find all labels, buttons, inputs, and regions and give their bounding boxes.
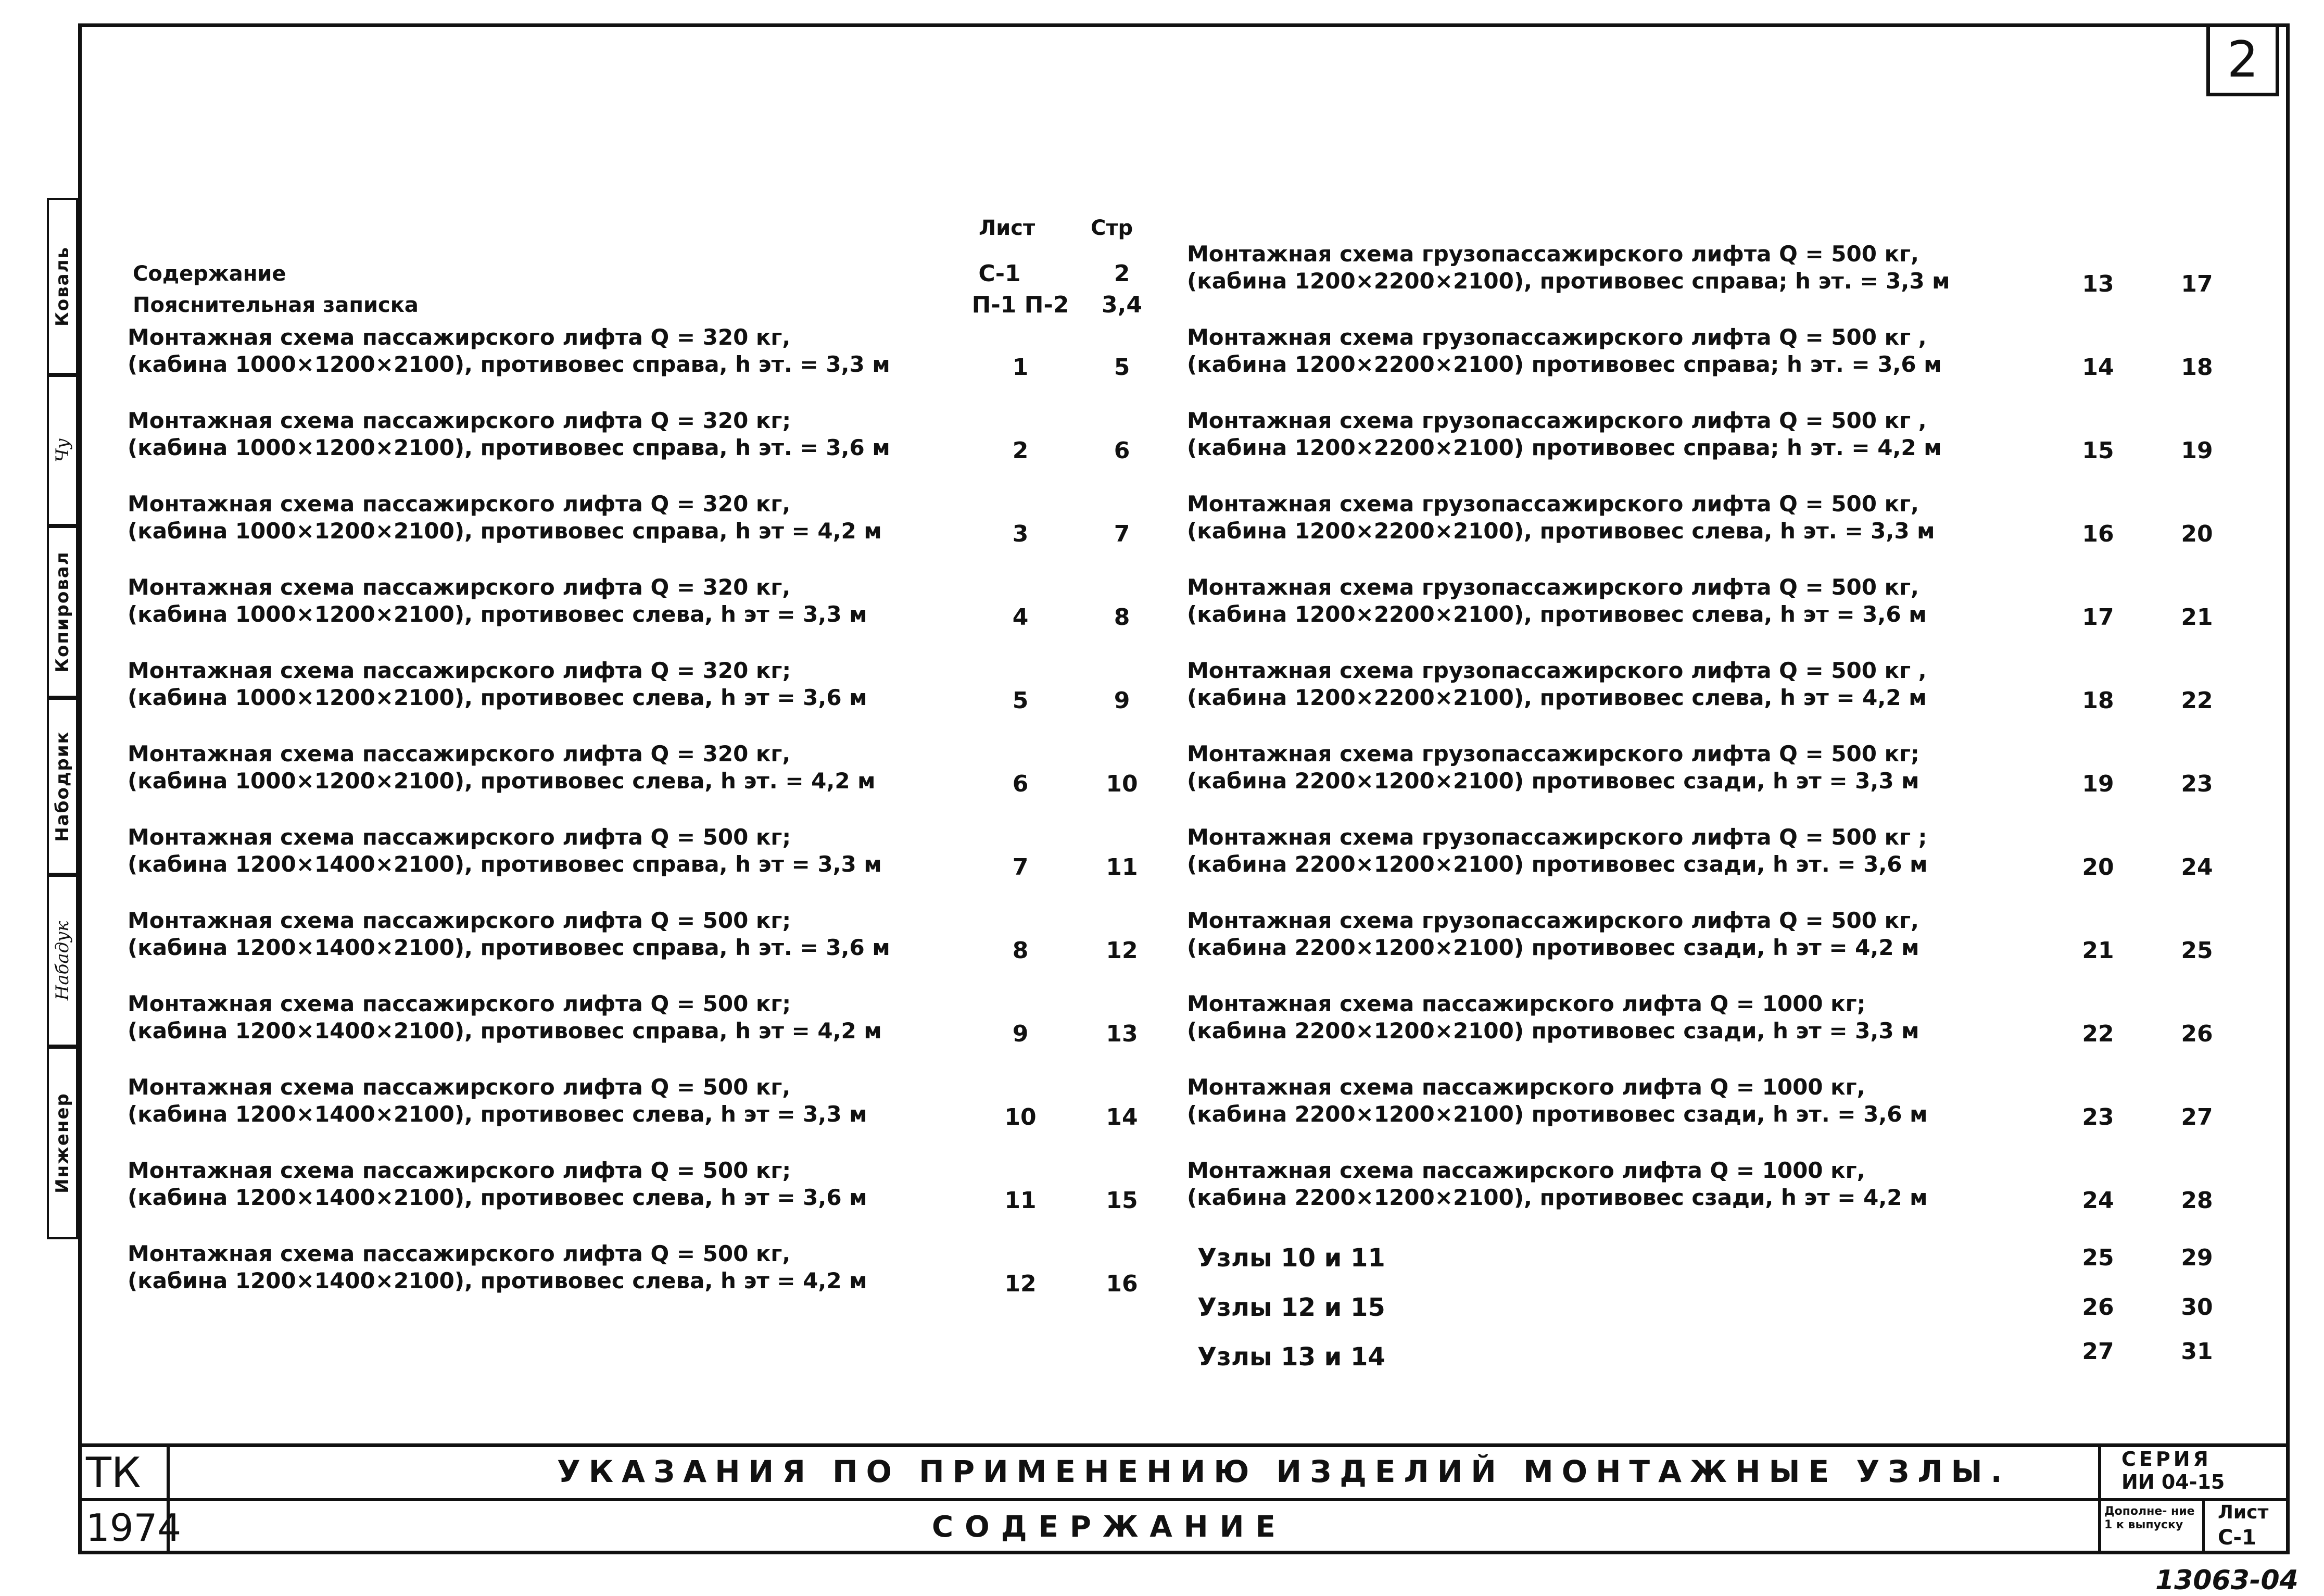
org-code: ТК bbox=[86, 1449, 141, 1497]
entry-page: 23 bbox=[2181, 771, 2213, 797]
entry-list: 27 bbox=[2082, 1338, 2114, 1365]
entry-page: 25 bbox=[2181, 937, 2213, 964]
signature: Набадук bbox=[52, 921, 73, 1001]
stamp-role: Набодрик bbox=[52, 731, 73, 842]
list-item: Монтажная схема пассажирского лифта Q = 500 кг; (кабина 1200×1400×2100), противовес справа, h эт = 4,2 м bbox=[128, 991, 882, 1044]
list-item: Монтажная схема пассажирского лифта Q = 320 кг; (кабина 1000×1200×2100), противовес слева, h эт = 3,6 м bbox=[128, 658, 867, 710]
entry-page: 22 bbox=[2181, 687, 2213, 714]
left-stamp-strip bbox=[47, 198, 78, 1239]
entry-page: 20 bbox=[2181, 521, 2213, 547]
entry-page: 30 bbox=[2181, 1294, 2213, 1321]
entry-list: 25 bbox=[2082, 1245, 2114, 1271]
entry-list: 2 bbox=[1012, 437, 1029, 464]
entry-page: 31 bbox=[2181, 1338, 2213, 1365]
list-item: Монтажная схема грузопассажирского лифта Q = 500 кг; (кабина 2200×1200×2100) противовес сзади, h эт = 3,3 м bbox=[1187, 741, 1919, 794]
entry-list: 21 bbox=[2082, 937, 2114, 964]
entry-page: 26 bbox=[2181, 1021, 2213, 1047]
stamp-cell-copier bbox=[47, 526, 78, 698]
title-block-divider-right bbox=[2098, 1443, 2101, 1554]
list-item: Монтажная схема пассажирского лифта Q = 1000 кг, (кабина 2200×1200×2100), противовес сзади, h эт = 4,2 м bbox=[1187, 1158, 1928, 1210]
entry-list: 24 bbox=[2082, 1187, 2114, 1214]
list-item: Монтажная схема пассажирского лифта Q = 320 кг, (кабина 1000×1200×2100), противовес слева, h эт. = 4,2 м bbox=[128, 741, 876, 794]
stamp-cell-sign-3 bbox=[47, 375, 78, 526]
list-item: Монтажная схема пассажирского лифта Q = 500 кг, (кабина 1200×1400×2100), противовес слева, h эт = 4,2 м bbox=[128, 1241, 867, 1293]
entry-page: 17 bbox=[2181, 271, 2213, 297]
list-item: Монтажная схема грузопассажирского лифта Q = 500 кг , (кабина 1200×2200×2100), противовес слева, h эт = 4,2 м bbox=[1187, 658, 1927, 710]
list-item: Монтажная схема грузопассажирского лифта Q = 500 кг ; (кабина 2200×1200×2100) противовес сзади, h эт. = 3,6 м bbox=[1187, 824, 1928, 877]
entry-list: 18 bbox=[2082, 687, 2114, 714]
title-block-top-line bbox=[78, 1443, 2290, 1447]
nodes-item: Узлы 13 и 14 bbox=[1197, 1342, 1385, 1372]
list-item: Монтажная схема пассажирского лифта Q = 500 кг, (кабина 1200×1400×2100), противовес слева, h эт = 3,3 м bbox=[128, 1074, 867, 1127]
header-page: Стр bbox=[1091, 216, 1133, 240]
series-label: СЕРИЯ bbox=[2121, 1448, 2212, 1471]
entry-page: 14 bbox=[1106, 1104, 1138, 1130]
list-item: Монтажная схема пассажирского лифта Q = 320 кг, (кабина 1000×1200×2100), противовес справа, h эт = 4,2 м bbox=[128, 491, 882, 544]
entry-list: 26 bbox=[2082, 1294, 2114, 1321]
entry-page: 7 bbox=[1114, 521, 1130, 547]
entry-page: 19 bbox=[2181, 437, 2213, 464]
entry-list: 15 bbox=[2082, 437, 2114, 464]
entry-list: 5 bbox=[1012, 687, 1029, 714]
note-list: П-1 П-2 bbox=[971, 292, 1069, 318]
entry-page: 29 bbox=[2181, 1245, 2213, 1271]
entry-page: 21 bbox=[2181, 604, 2213, 631]
entry-list: 13 bbox=[2082, 271, 2114, 297]
entry-page: 5 bbox=[1114, 354, 1130, 381]
entry-list: 10 bbox=[1004, 1104, 1037, 1130]
entry-list: 16 bbox=[2082, 521, 2114, 547]
entry-list: 8 bbox=[1012, 937, 1029, 964]
list-item: Монтажная схема пассажирского лифта Q = 320 кг, (кабина 1000×1200×2100), противовес слева, h эт = 3,3 м bbox=[128, 574, 867, 627]
entry-page: 18 bbox=[2181, 354, 2213, 381]
list-item: Монтажная схема грузопассажирского лифта Q = 500 кг , (кабина 1200×2200×2100) противовес справа; h эт. = 4,2 м bbox=[1187, 408, 1942, 460]
document-title: УКАЗАНИЯ ПО ПРИМЕНЕНИЮ ИЗДЕЛИЙ МОНТАЖНЫЕ УЗЛЫ. bbox=[557, 1454, 2011, 1489]
list-item: Монтажная схема пассажирского лифта Q = 1000 кг; (кабина 2200×1200×2100) противовес сзади, h эт = 3,3 м bbox=[1187, 991, 1919, 1044]
title-block-mid-line bbox=[78, 1498, 2290, 1501]
list-item: Монтажная схема грузопассажирского лифта Q = 500 кг, (кабина 2200×1200×2100) противовес сзади, h эт = 4,2 м bbox=[1187, 908, 1919, 960]
entry-list: 19 bbox=[2082, 771, 2114, 797]
sheet-label: Лист bbox=[2218, 1502, 2269, 1523]
entry-page: 28 bbox=[2181, 1187, 2213, 1214]
entry-list: 9 bbox=[1012, 1021, 1029, 1047]
entry-page: 16 bbox=[1106, 1271, 1138, 1297]
stamp-role: Инженер bbox=[52, 1092, 73, 1193]
nodes-item: Узлы 10 и 11 bbox=[1197, 1243, 1385, 1273]
stamp-role: Копировал bbox=[52, 551, 73, 673]
stamp-cell-reviewer bbox=[47, 198, 78, 375]
entry-page: 11 bbox=[1106, 854, 1138, 881]
list-item: Монтажная схема грузопассажирского лифта Q = 500 кг , (кабина 1200×2200×2100) противовес справа; h эт. = 3,6 м bbox=[1187, 324, 1942, 377]
list-item: Монтажная схема грузопассажирского лифта Q = 500 кг, (кабина 1200×2200×2100), противовес слева, h эт = 3,6 м bbox=[1187, 574, 1927, 627]
entry-list: 3 bbox=[1012, 521, 1029, 547]
title-block bbox=[78, 1443, 2290, 1554]
stamp-cell-sign-2 bbox=[47, 875, 78, 1047]
entry-page: 10 bbox=[1106, 771, 1138, 797]
list-item: Монтажная схема пассажирского лифта Q = 320 кг; (кабина 1000×1200×2100), противовес справа, h эт. = 3,6 м bbox=[128, 408, 890, 460]
list-item: Монтажная схема грузопассажирского лифта Q = 500 кг, (кабина 1200×2200×2100), противовес справа; h эт. = 3,3 м bbox=[1187, 241, 1950, 294]
entry-page: 9 bbox=[1114, 687, 1130, 714]
contents-label: Содержание bbox=[133, 262, 286, 286]
contents-list: С-1 bbox=[978, 260, 1021, 287]
header-list: Лист bbox=[979, 216, 1035, 240]
year: 1974 bbox=[86, 1506, 182, 1550]
note-page: 3,4 bbox=[1102, 292, 1142, 318]
sheet-value: С-1 bbox=[2218, 1526, 2256, 1550]
entry-list: 17 bbox=[2082, 604, 2114, 631]
entry-page: 8 bbox=[1114, 604, 1130, 631]
note-label: Пояснительная записка bbox=[133, 293, 419, 317]
entry-page: 24 bbox=[2181, 854, 2213, 881]
title-block-divider-sheet bbox=[2202, 1498, 2205, 1554]
list-item: Монтажная схема пассажирского лифта Q = 1000 кг, (кабина 2200×1200×2100) противовес сзади, h эт. = 3,6 м bbox=[1187, 1074, 1928, 1127]
document-subtitle: СОДЕРЖАНИЕ bbox=[932, 1510, 1287, 1544]
entry-list: 1 bbox=[1012, 354, 1029, 381]
entry-list: 14 bbox=[2082, 354, 2114, 381]
signature: Чу bbox=[52, 438, 73, 463]
entry-list: 12 bbox=[1004, 1271, 1037, 1297]
stamp-cell-engineer bbox=[47, 1047, 78, 1239]
entry-list: 4 bbox=[1012, 604, 1029, 631]
stamp-cell-checker bbox=[47, 698, 78, 875]
document-code: 13063-04 bbox=[2155, 1565, 2298, 1596]
list-item: Монтажная схема пассажирского лифта Q = 500 кг; (кабина 1200×1400×2100), противовес справа, h эт = 3,3 м bbox=[128, 824, 882, 877]
entry-list: 6 bbox=[1012, 771, 1029, 797]
entry-page: 15 bbox=[1106, 1187, 1138, 1214]
entry-list: 7 bbox=[1012, 854, 1029, 881]
list-item: Монтажная схема пассажирского лифта Q = 320 кг, (кабина 1000×1200×2100), противовес справа, h эт. = 3,3 м bbox=[128, 324, 890, 377]
sheet-number: 2 bbox=[2206, 23, 2279, 96]
stamp-role: Коваль bbox=[52, 246, 73, 327]
entry-list: 20 bbox=[2082, 854, 2114, 881]
list-item: Монтажная схема грузопассажирского лифта Q = 500 кг, (кабина 1200×2200×2100), противовес слева, h эт. = 3,3 м bbox=[1187, 491, 1935, 544]
contents-page: 2 bbox=[1114, 260, 1130, 287]
entry-page: 6 bbox=[1114, 437, 1130, 464]
series-value: ИИ 04-15 bbox=[2121, 1471, 2225, 1493]
entry-page: 27 bbox=[2181, 1104, 2213, 1130]
list-item: Монтажная схема пассажирского лифта Q = 500 кг; (кабина 1200×1400×2100), противовес справа, h эт. = 3,6 м bbox=[128, 908, 890, 960]
entry-list: 11 bbox=[1004, 1187, 1037, 1214]
entry-page: 13 bbox=[1106, 1021, 1138, 1047]
entry-list: 23 bbox=[2082, 1104, 2114, 1130]
entry-page: 12 bbox=[1106, 937, 1138, 964]
nodes-item: Узлы 12 и 15 bbox=[1197, 1293, 1385, 1322]
entry-list: 22 bbox=[2082, 1021, 2114, 1047]
supplement-label: Дополне- ние 1 к выпуску bbox=[2104, 1505, 2195, 1531]
list-item: Монтажная схема пассажирского лифта Q = 500 кг; (кабина 1200×1400×2100), противовес слева, h эт = 3,6 м bbox=[128, 1158, 867, 1210]
